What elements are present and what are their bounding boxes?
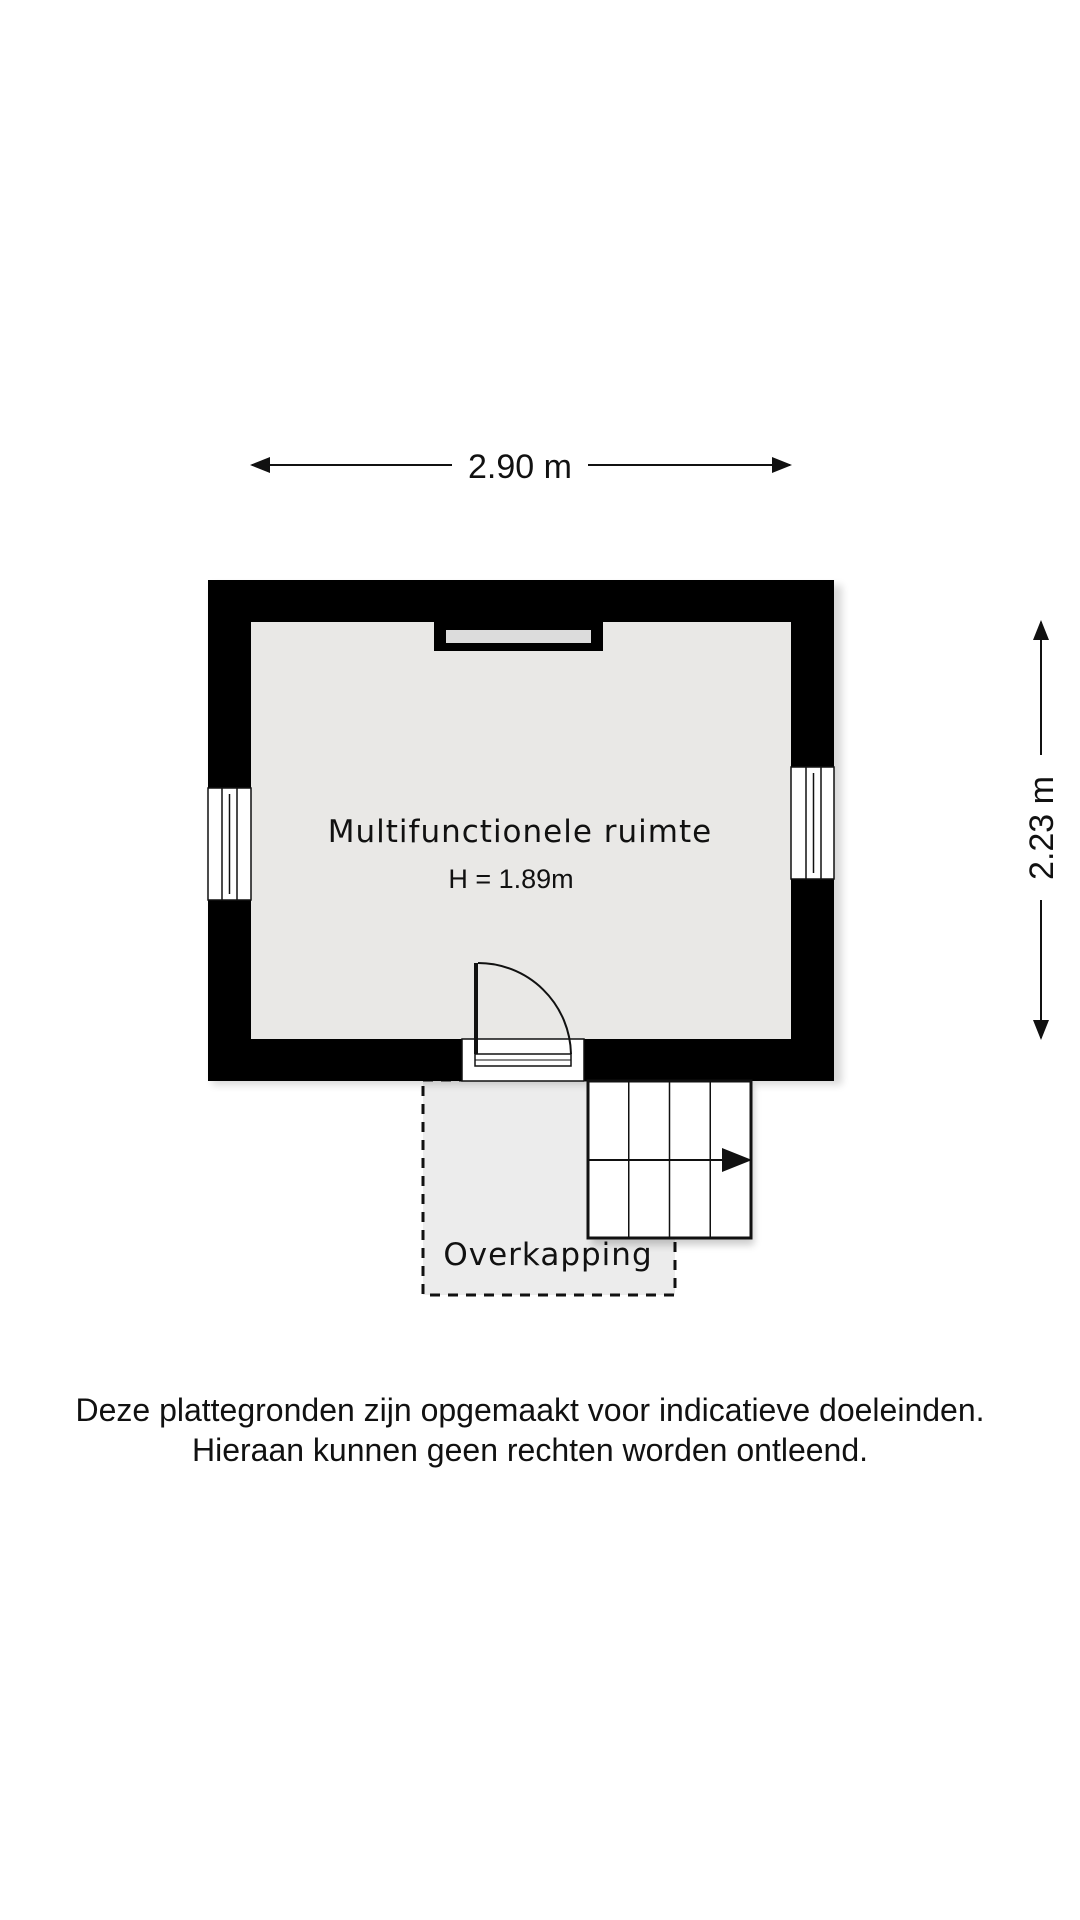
depth-label: 2.23 m	[1023, 776, 1061, 880]
room-name: Multifunctionele ruimte	[327, 814, 713, 850]
disclaimer	[0, 1390, 1060, 1470]
radiator	[434, 622, 603, 651]
room-height: H = 1.89m	[448, 864, 574, 894]
stairs	[588, 1081, 754, 1245]
window-right	[791, 767, 834, 879]
width-dimension	[252, 448, 790, 486]
disclaimer-line-1: Deze plattegronden zijn opgemaakt voor indicatieve doeleinden.	[75, 1392, 985, 1428]
window-left	[208, 788, 251, 900]
width-label: 2.90 m	[468, 448, 572, 486]
depth-dimension	[1023, 622, 1061, 1038]
covered-area-label: Overkapping	[443, 1237, 653, 1273]
disclaimer-line-2: Hieraan kunnen geen rechten worden ontleend.	[191, 1432, 869, 1468]
